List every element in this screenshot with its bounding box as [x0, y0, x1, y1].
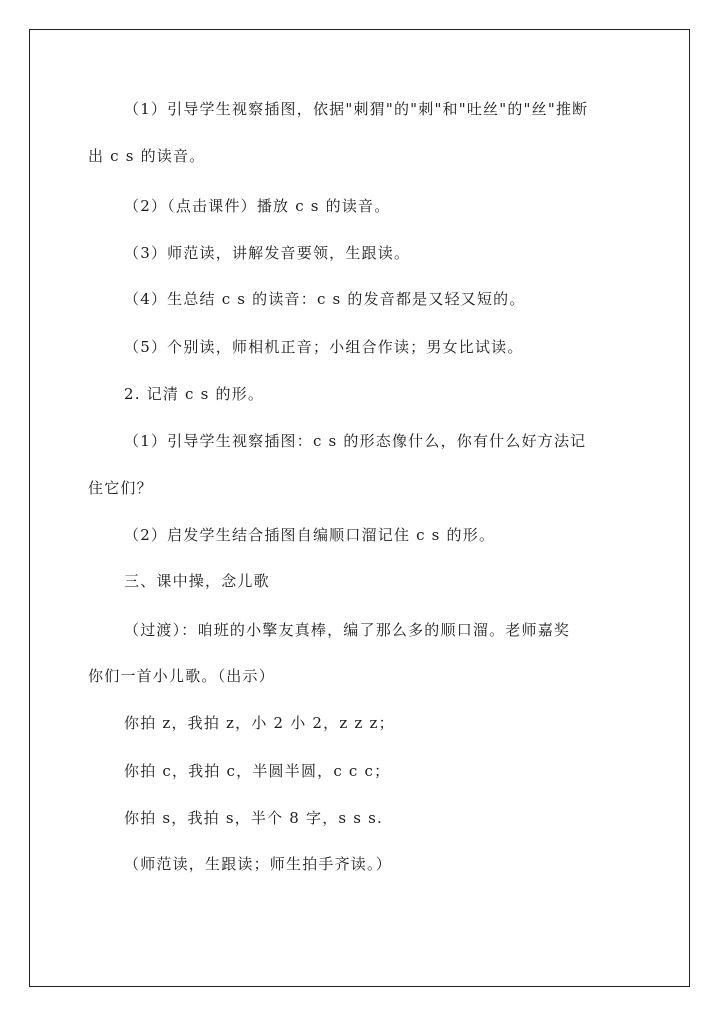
paragraph-line: （过渡）：咱班的小擎友真棒，编了那么多的顺口溜。老师嘉奖: [124, 621, 571, 639]
paragraph-line: （1）引导学生视察插图：c s 的形态像什么，你有什么好方法记: [124, 432, 587, 450]
paragraph-line: 住它们？: [88, 479, 153, 497]
section-heading: 三、课中操，念儿歌: [124, 572, 270, 590]
paragraph-line: （5）个别读，师相机正音；小组合作读；男女比试读。: [124, 338, 524, 356]
paragraph-line: （3）师范读，讲解发音要领，生跟读。: [124, 244, 411, 262]
paragraph-line: （1）引导学生视察插图，依据"刺猬"的"刺"和"吐丝"的"丝"推断: [124, 100, 589, 118]
page-border: [29, 29, 690, 987]
rhyme-line: 你拍 c，我拍 c，半圆半圆，c c c；: [124, 762, 391, 780]
paragraph-line: （4）生总结 c s 的读音：c s 的发音都是又轻又短的。: [124, 290, 526, 308]
rhyme-line: 你拍 s，我拍 s，半个 8 字，s s s.: [124, 809, 384, 827]
paragraph-line: （2）启发学生结合插图自编顺口溜记住 c s 的形。: [124, 526, 496, 544]
paragraph-line: 出 c s 的读音。: [88, 147, 206, 165]
paragraph-line: （2）（点击课件）播放 c s 的读音。: [124, 197, 391, 215]
paragraph-line: （师范读，生跟读；师生拍手齐读。）: [124, 855, 392, 873]
paragraph-line: 你们一首小儿歌。（出示）: [88, 667, 275, 685]
rhyme-line: 你拍 z，我拍 z，小 2 小 2，z z z；: [124, 714, 395, 732]
section-heading: 2. 记清 c s 的形。: [124, 385, 265, 403]
